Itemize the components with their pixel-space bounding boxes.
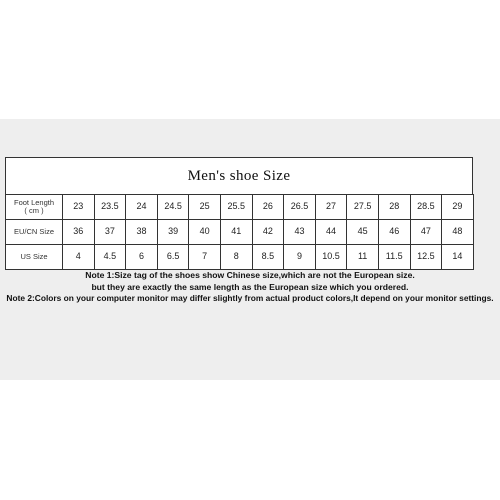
table-cell: 7 <box>189 245 221 270</box>
table-row-foot-length <box>6 195 474 220</box>
table-cell: 41 <box>220 220 252 245</box>
table-cell: 11.5 <box>378 245 410 270</box>
table-cell: 6 <box>126 245 158 270</box>
table-cell: 28.5 <box>410 195 442 220</box>
table-cell: 42 <box>252 220 284 245</box>
table-cell: 46 <box>378 220 410 245</box>
row-header-foot-length <box>6 195 63 220</box>
table-cell: 14 <box>442 245 474 270</box>
table-cell: 38 <box>126 220 158 245</box>
table-row-eu-cn-size <box>6 220 474 245</box>
row-header-eu-cn-size: EU/CN Size <box>6 220 63 245</box>
table-cell: 12.5 <box>410 245 442 270</box>
row-header-sublabel: ( cm ) <box>24 206 44 215</box>
table-cell: 43 <box>284 220 316 245</box>
note-1-line-1: Note 1:Size tag of the shoes show Chinese size,which are not the European size. <box>85 270 415 280</box>
table-cell: 4.5 <box>94 245 126 270</box>
table-cell: 8 <box>220 245 252 270</box>
table-cell: 27.5 <box>347 195 379 220</box>
table-cell: 8.5 <box>252 245 284 270</box>
table-cell: 4 <box>63 245 95 270</box>
row-header-label: Foot Length <box>13 198 55 208</box>
table-cell: 25.5 <box>220 195 252 220</box>
table-cell: 39 <box>157 220 189 245</box>
table-cell: 47 <box>410 220 442 245</box>
table-cell: 40 <box>189 220 221 245</box>
table-cell: 36 <box>63 220 95 245</box>
row-header-us-size: US Size <box>6 245 63 270</box>
table-row-us-size <box>6 245 474 270</box>
table-cell: 9 <box>284 245 316 270</box>
table-cell: 26.5 <box>284 195 316 220</box>
table-cell: 45 <box>347 220 379 245</box>
table-cell: 26 <box>252 195 284 220</box>
table-cell: 37 <box>94 220 126 245</box>
table-cell: 24 <box>126 195 158 220</box>
table-cell: 48 <box>442 220 474 245</box>
size-table <box>5 194 474 270</box>
table-cell: 29 <box>442 195 474 220</box>
note-2: Note 2:Colors on your computer monitor may differ slightly from actual product colors,It depend on your monitor settings. <box>6 293 494 303</box>
table-cell: 23.5 <box>94 195 126 220</box>
note-1-line-2: but they are exactly the same length as the European size which you ordered. <box>91 282 409 292</box>
table-cell: 11 <box>347 245 379 270</box>
table-cell: 23 <box>63 195 95 220</box>
table-cell: 27 <box>315 195 347 220</box>
table-cell: 28 <box>378 195 410 220</box>
table-cell: 6.5 <box>157 245 189 270</box>
table-cell: 25 <box>189 195 221 220</box>
chart-title: Men's shoe Size <box>5 157 473 195</box>
table-cell: 24.5 <box>157 195 189 220</box>
table-cell: 10.5 <box>315 245 347 270</box>
table-cell: 44 <box>315 220 347 245</box>
